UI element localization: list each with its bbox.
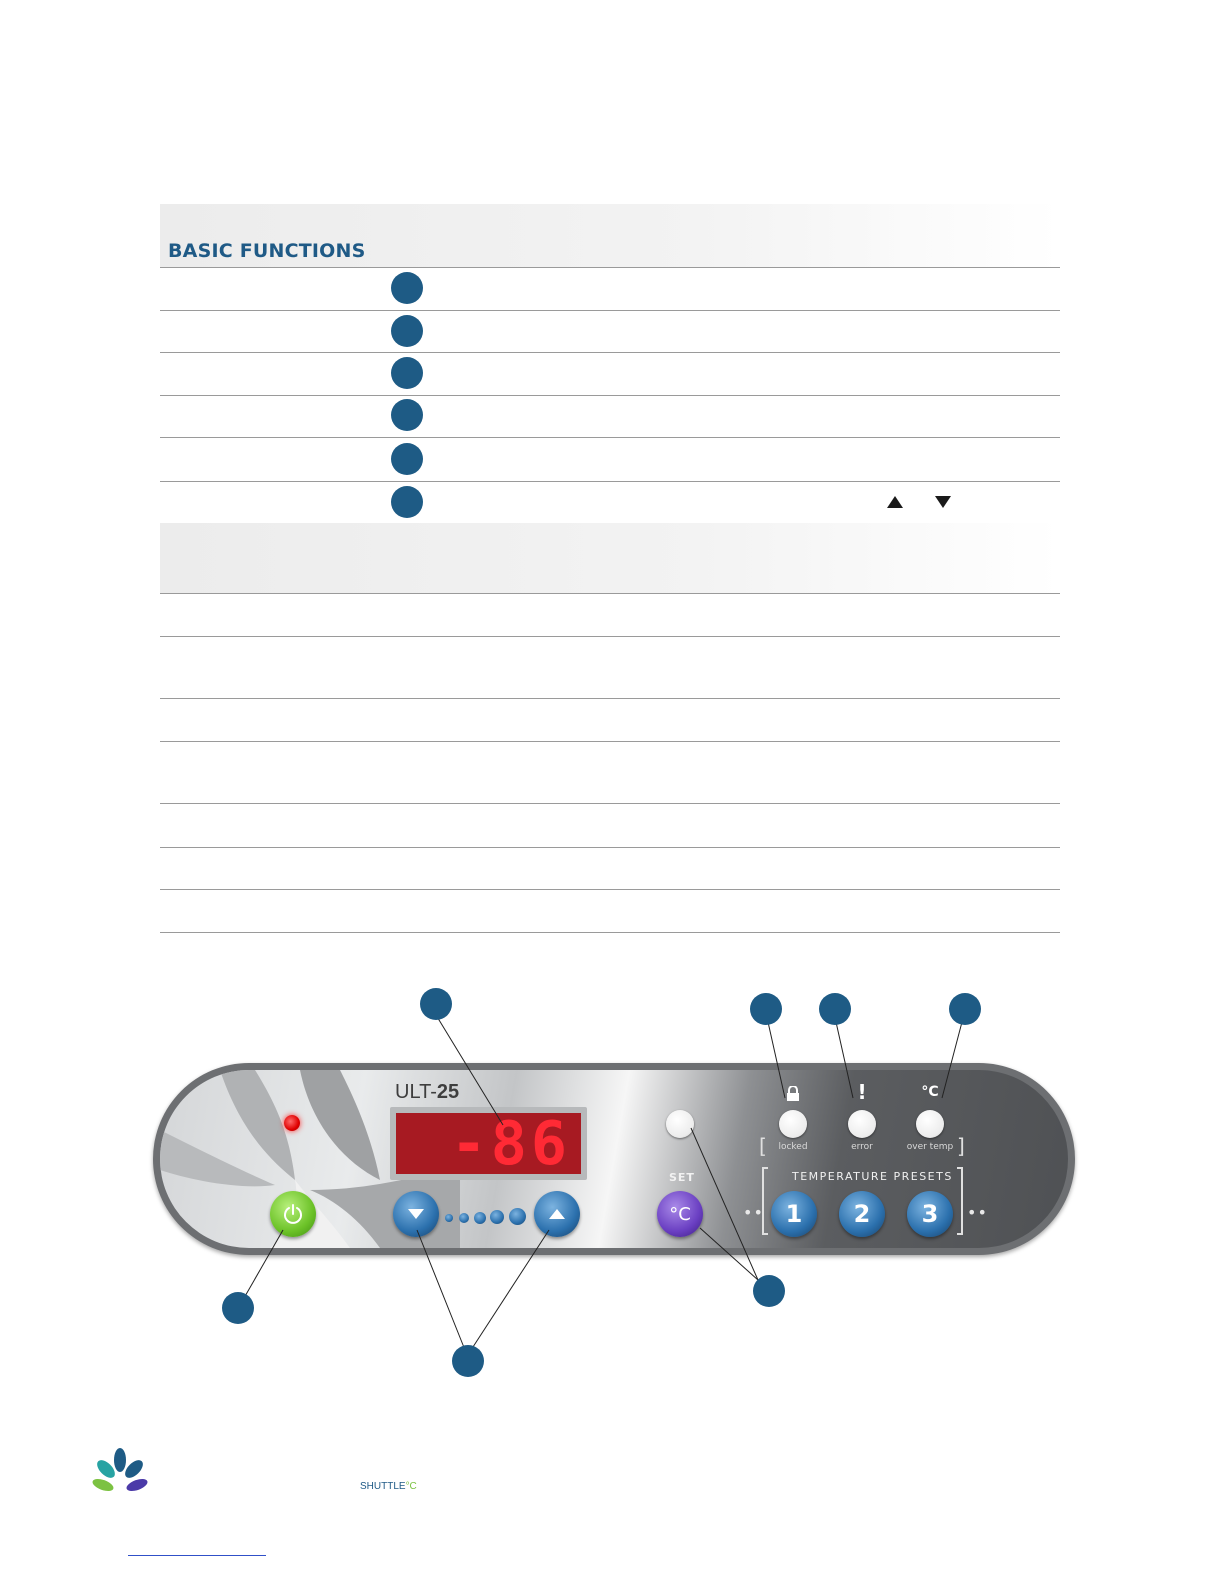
presets-dots-left: •• (743, 1203, 764, 1222)
footer-link-underline[interactable] (128, 1555, 266, 1556)
presets-dots-right: •• (967, 1203, 988, 1222)
error-label: error (851, 1142, 873, 1152)
preset-button-2[interactable]: 2 (839, 1191, 885, 1237)
over-temp-icon: °C (921, 1084, 939, 1100)
set-temperature-button[interactable]: °C (657, 1191, 703, 1237)
callout-badge (753, 1275, 785, 1307)
callout-badge (452, 1345, 484, 1377)
indicator-bracket-right: ] (957, 1134, 965, 1158)
brand-suffix: °C (405, 1481, 417, 1492)
model-number: 25 (436, 1081, 460, 1103)
callout-badge (222, 1292, 254, 1324)
brand-name-text: SHUTTLE (360, 1481, 406, 1492)
preset-button-1[interactable]: 1 (771, 1191, 817, 1237)
brand-name (360, 1481, 417, 1492)
indicator-bracket-left: [ (759, 1134, 767, 1158)
callout-badge (819, 993, 851, 1025)
brand-logo (88, 1447, 152, 1497)
set-label: SET (669, 1171, 695, 1184)
display-value: -86 (450, 1108, 571, 1179)
presets-label: TEMPERATURE PRESETS (792, 1170, 953, 1183)
error-icon: ! (857, 1080, 867, 1104)
preset-button-3[interactable]: 3 (907, 1191, 953, 1237)
locked-label: locked (778, 1142, 808, 1152)
over-temp-label: over temp (906, 1142, 954, 1152)
callout-badge (750, 993, 782, 1025)
callout-badge (949, 993, 981, 1025)
model-prefix: ULT- (395, 1081, 437, 1103)
callout-badge (420, 988, 452, 1020)
section-title: BASIC FUNCTIONS (168, 240, 366, 262)
